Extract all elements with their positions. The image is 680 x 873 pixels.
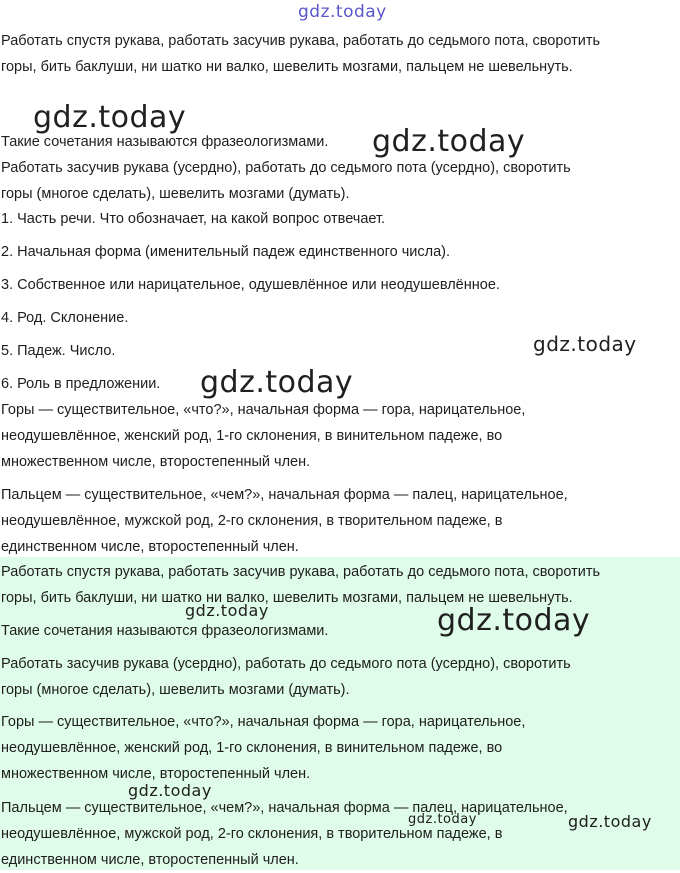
watermark: gdz.today xyxy=(185,601,269,620)
watermark: gdz.today xyxy=(33,100,187,135)
watermark: gdz.today xyxy=(128,781,212,800)
intro-paragraph: Работать спустя рукава, работать засучив рукава, работать до седьмого пота, своротить горы, бить баклуши, ни шатко ни валко, шевелить мозгами, пальцем не шевельнуть. xyxy=(1,564,601,606)
watermark: gdz.today xyxy=(437,603,591,638)
analysis-gory: Горы — существительное, «что?», начальная форма — гора, нарицательное, неодушевлённое, женский род, 1-го склонения, в винительном падеже, во множественном числе, второстепенный член. xyxy=(1,402,526,470)
watermark: gdz.today xyxy=(533,332,637,356)
watermark: gdz.today xyxy=(568,812,652,831)
intro-paragraph: Работать спустя рукава, работать засучив рукава, работать до седьмого пота, своротить горы, бить баклуши, ни шатко ни валко, шевелить мозгами, пальцем не шевельнуть. xyxy=(1,33,601,75)
plan-item: 4. Род. Склонение. xyxy=(1,310,129,326)
plan-item: 6. Роль в предложении. xyxy=(1,376,161,392)
meanings-paragraph: Работать засучив рукава (усердно), работать до седьмого пота (усердно), своротить горы (многое сделать), шевелить мозгами (думать). xyxy=(1,160,571,202)
plan-item: 2. Начальная форма (именительный падеж единственного числа). xyxy=(1,244,450,260)
analysis-paltsem: Пальцем — существительное, «чем?», начальная форма — палец, нарицательное, неодушевлённое, мужской род, 2-го склонения, в творительном падеже, в единственном числе, второстепенный член. xyxy=(1,800,568,868)
meanings-paragraph: Работать засучив рукава (усердно), работать до седьмого пота (усердно), своротить горы (многое сделать), шевелить мозгами (думать). xyxy=(1,656,571,698)
watermark: gdz.today xyxy=(298,2,387,22)
watermark: gdz.today xyxy=(200,365,354,400)
watermark: gdz.today xyxy=(372,124,526,159)
phraseology-note: Такие сочетания называются фразеологизмами. xyxy=(1,134,329,150)
plan-item: 5. Падеж. Число. xyxy=(1,343,116,359)
plan-item: 3. Собственное или нарицательное, одушевлённое или неодушевлённое. xyxy=(1,277,500,293)
phraseology-note: Такие сочетания называются фразеологизмами. xyxy=(1,623,329,639)
analysis-gory: Горы — существительное, «что?», начальная форма — гора, нарицательное, неодушевлённое, женский род, 1-го склонения, в винительном падеже, во множественном числе, второстепенный член. xyxy=(1,714,526,782)
watermark: gdz.today xyxy=(408,812,477,827)
analysis-paltsem: Пальцем — существительное, «чем?», начальная форма — палец, нарицательное, неодушевлённое, мужской род, 2-го склонения, в творительном падеже, в единственном числе, второстепенный член. xyxy=(1,487,568,555)
plan-item: 1. Часть речи. Что обозначает, на какой вопрос отвечает. xyxy=(1,211,386,227)
